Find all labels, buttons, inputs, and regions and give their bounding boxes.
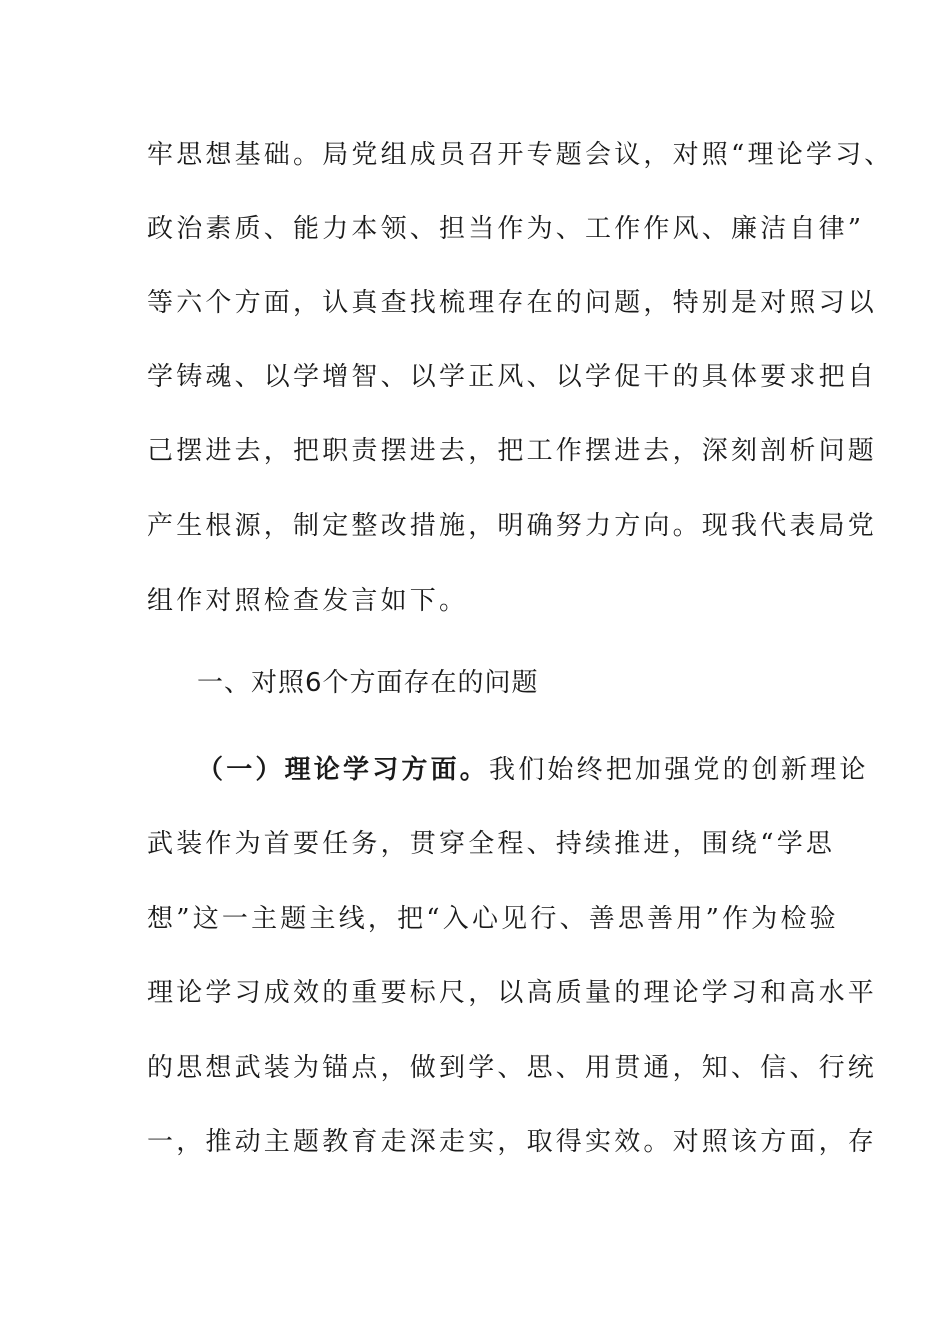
paragraph-line: 组作对照检查发言如下。 bbox=[147, 586, 469, 616]
paragraph-line: 政治素质、能力本领、担当作为、工作作风、廉洁自律” bbox=[147, 214, 865, 244]
subsection-title: （一）理论学习方面。 bbox=[197, 755, 490, 785]
paragraph-line: 武装作为首要任务，贯穿全程、持续推进，围绕“学思 bbox=[147, 829, 836, 859]
paragraph-line: 学铸魂、以学增智、以学正风、以学促干的具体要求把自 bbox=[147, 362, 878, 392]
paragraph-line: 一，推动主题教育走深走实，取得实效。对照该方面，存 bbox=[147, 1127, 878, 1157]
paragraph-line: 产生根源，制定整改措施，明确努力方向。现我代表局党 bbox=[147, 511, 878, 541]
paragraph-line: 牢思想基础。局党组成员召开专题会议，对照“理论学习、 bbox=[147, 140, 894, 170]
paragraph-line: 理论学习成效的重要标尺，以高质量的理论学习和高水平 bbox=[147, 978, 878, 1008]
paragraph-line: 的思想武装为锚点，做到学、思、用贯通，知、信、行统 bbox=[147, 1053, 878, 1083]
paragraph-line: 等六个方面，认真查找梳理存在的问题，特别是对照习以 bbox=[147, 288, 878, 318]
section-heading: 一、对照6个方面存在的问题 bbox=[197, 668, 539, 698]
subsection-lead-text: 我们始终把加强党的创新理论 bbox=[489, 755, 869, 785]
subsection-lead-line bbox=[197, 755, 869, 785]
paragraph-line: 想”这一主题主线，把“入心见行、善思善用”作为检验 bbox=[147, 904, 839, 934]
paragraph-line: 己摆进去，把职责摆进去，把工作摆进去，深刻剖析问题 bbox=[147, 436, 878, 466]
